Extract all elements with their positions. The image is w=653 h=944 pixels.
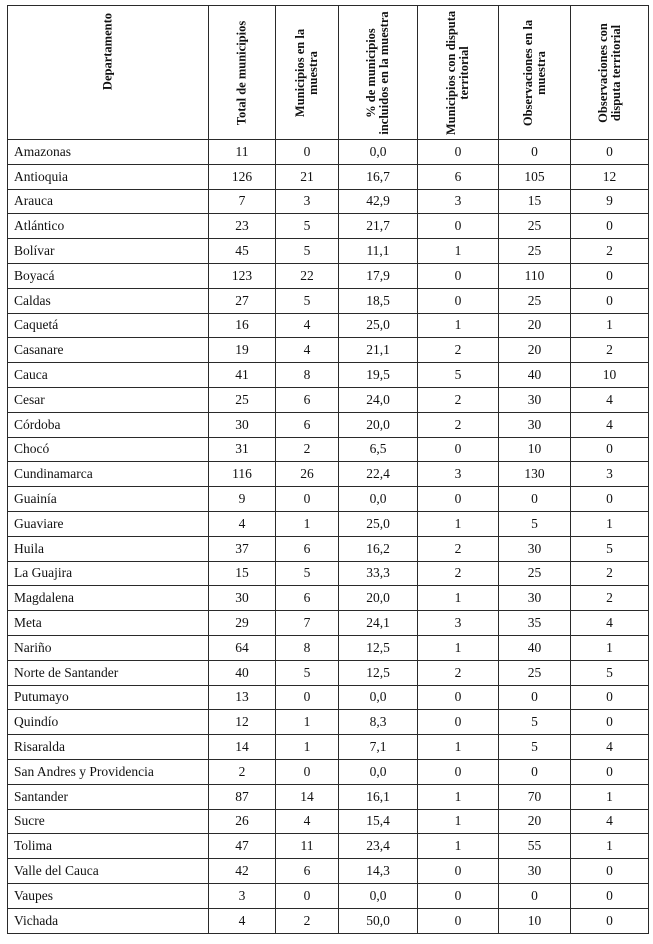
cell-porcentaje-incluidos: 0,0 — [339, 759, 418, 784]
cell-municipios-disputa: 0 — [418, 710, 499, 735]
cell-departamento: Arauca — [8, 189, 209, 214]
cell-municipios-muestra: 6 — [276, 387, 339, 412]
cell-observaciones-disputa: 0 — [571, 214, 649, 239]
table-row — [8, 710, 649, 735]
header-row — [8, 6, 649, 140]
cell-municipios-muestra: 0 — [276, 140, 339, 165]
table-row — [8, 313, 649, 338]
cell-municipios-muestra: 4 — [276, 338, 339, 363]
cell-total-municipios: 42 — [209, 859, 276, 884]
cell-municipios-disputa: 1 — [418, 511, 499, 536]
cell-departamento: Vaupes — [8, 883, 209, 908]
header-municipios-disputa: Municipios con disputa territorial — [418, 6, 499, 140]
cell-observaciones-disputa: 5 — [571, 660, 649, 685]
cell-municipios-disputa: 0 — [418, 288, 499, 313]
cell-total-municipios: 87 — [209, 784, 276, 809]
table-row — [8, 487, 649, 512]
cell-observaciones-muestra: 10 — [499, 437, 571, 462]
header-total-municipios: Total de municipios — [209, 6, 276, 140]
header-observaciones-disputa: Observaciones con disputa territorial — [571, 6, 649, 140]
cell-total-municipios: 16 — [209, 313, 276, 338]
cell-municipios-disputa: 2 — [418, 387, 499, 412]
cell-total-municipios: 41 — [209, 363, 276, 388]
cell-total-municipios: 25 — [209, 387, 276, 412]
table-row — [8, 140, 649, 165]
cell-municipios-muestra: 11 — [276, 834, 339, 859]
cell-municipios-disputa: 0 — [418, 685, 499, 710]
cell-total-municipios: 4 — [209, 908, 276, 933]
cell-departamento: Nariño — [8, 635, 209, 660]
cell-municipios-disputa: 2 — [418, 660, 499, 685]
cell-porcentaje-incluidos: 24,1 — [339, 611, 418, 636]
table-row — [8, 263, 649, 288]
cell-porcentaje-incluidos: 16,1 — [339, 784, 418, 809]
cell-observaciones-disputa: 2 — [571, 586, 649, 611]
cell-departamento: Putumayo — [8, 685, 209, 710]
cell-municipios-muestra: 6 — [276, 859, 339, 884]
cell-total-municipios: 37 — [209, 536, 276, 561]
table-row — [8, 660, 649, 685]
cell-total-municipios: 3 — [209, 883, 276, 908]
municipios-table — [7, 5, 649, 934]
cell-observaciones-muestra: 55 — [499, 834, 571, 859]
cell-municipios-muestra: 8 — [276, 635, 339, 660]
table-row — [8, 883, 649, 908]
cell-observaciones-muestra: 0 — [499, 883, 571, 908]
cell-porcentaje-incluidos: 20,0 — [339, 586, 418, 611]
cell-observaciones-muestra: 35 — [499, 611, 571, 636]
cell-observaciones-muestra: 25 — [499, 660, 571, 685]
cell-porcentaje-incluidos: 33,3 — [339, 561, 418, 586]
header-observaciones-muestra: Observaciones en la muestra — [499, 6, 571, 140]
cell-municipios-muestra: 26 — [276, 462, 339, 487]
table-row — [8, 363, 649, 388]
cell-observaciones-disputa: 0 — [571, 437, 649, 462]
cell-total-municipios: 116 — [209, 462, 276, 487]
cell-observaciones-disputa: 2 — [571, 338, 649, 363]
cell-municipios-muestra: 1 — [276, 735, 339, 760]
cell-porcentaje-incluidos: 0,0 — [339, 883, 418, 908]
cell-observaciones-muestra: 30 — [499, 387, 571, 412]
cell-observaciones-disputa: 1 — [571, 784, 649, 809]
cell-observaciones-muestra: 30 — [499, 412, 571, 437]
cell-municipios-disputa: 2 — [418, 536, 499, 561]
cell-observaciones-muestra: 5 — [499, 710, 571, 735]
cell-total-municipios: 2 — [209, 759, 276, 784]
table-row — [8, 908, 649, 933]
cell-porcentaje-incluidos: 20,0 — [339, 412, 418, 437]
table-body — [8, 140, 649, 934]
table-row — [8, 164, 649, 189]
cell-departamento: Atlántico — [8, 214, 209, 239]
cell-total-municipios: 64 — [209, 635, 276, 660]
cell-observaciones-muestra: 5 — [499, 735, 571, 760]
cell-municipios-muestra: 3 — [276, 189, 339, 214]
cell-total-municipios: 30 — [209, 586, 276, 611]
cell-porcentaje-incluidos: 21,1 — [339, 338, 418, 363]
cell-observaciones-muestra: 110 — [499, 263, 571, 288]
cell-observaciones-disputa: 1 — [571, 635, 649, 660]
cell-total-municipios: 31 — [209, 437, 276, 462]
cell-municipios-disputa: 1 — [418, 735, 499, 760]
cell-porcentaje-incluidos: 8,3 — [339, 710, 418, 735]
cell-municipios-muestra: 2 — [276, 908, 339, 933]
cell-total-municipios: 14 — [209, 735, 276, 760]
cell-municipios-disputa: 0 — [418, 759, 499, 784]
cell-departamento: Caquetá — [8, 313, 209, 338]
cell-observaciones-disputa: 0 — [571, 140, 649, 165]
cell-municipios-disputa: 0 — [418, 263, 499, 288]
cell-observaciones-disputa: 10 — [571, 363, 649, 388]
table-row — [8, 809, 649, 834]
cell-departamento: Tolima — [8, 834, 209, 859]
cell-porcentaje-incluidos: 6,5 — [339, 437, 418, 462]
table-row — [8, 784, 649, 809]
cell-observaciones-muestra: 40 — [499, 363, 571, 388]
cell-observaciones-muestra: 15 — [499, 189, 571, 214]
cell-observaciones-disputa: 4 — [571, 809, 649, 834]
cell-porcentaje-incluidos: 25,0 — [339, 313, 418, 338]
cell-observaciones-disputa: 4 — [571, 735, 649, 760]
cell-municipios-disputa: 1 — [418, 313, 499, 338]
cell-observaciones-muestra: 25 — [499, 561, 571, 586]
cell-total-municipios: 15 — [209, 561, 276, 586]
cell-total-municipios: 19 — [209, 338, 276, 363]
cell-municipios-disputa: 3 — [418, 611, 499, 636]
cell-municipios-disputa: 1 — [418, 784, 499, 809]
cell-observaciones-disputa: 0 — [571, 710, 649, 735]
cell-observaciones-disputa: 4 — [571, 412, 649, 437]
cell-departamento: Meta — [8, 611, 209, 636]
cell-porcentaje-incluidos: 24,0 — [339, 387, 418, 412]
cell-municipios-muestra: 1 — [276, 710, 339, 735]
cell-municipios-disputa: 3 — [418, 462, 499, 487]
cell-municipios-muestra: 8 — [276, 363, 339, 388]
cell-porcentaje-incluidos: 11,1 — [339, 239, 418, 264]
cell-municipios-muestra: 22 — [276, 263, 339, 288]
cell-departamento: Antioquia — [8, 164, 209, 189]
cell-observaciones-muestra: 130 — [499, 462, 571, 487]
cell-departamento: Valle del Cauca — [8, 859, 209, 884]
cell-porcentaje-incluidos: 7,1 — [339, 735, 418, 760]
cell-departamento: Huila — [8, 536, 209, 561]
header-municipios-muestra: Municipios en la muestra — [276, 6, 339, 140]
cell-observaciones-muestra: 0 — [499, 140, 571, 165]
cell-municipios-disputa: 0 — [418, 883, 499, 908]
cell-municipios-muestra: 6 — [276, 586, 339, 611]
cell-municipios-muestra: 0 — [276, 759, 339, 784]
cell-municipios-disputa: 1 — [418, 809, 499, 834]
table-row — [8, 635, 649, 660]
cell-observaciones-muestra: 20 — [499, 809, 571, 834]
cell-municipios-muestra: 6 — [276, 536, 339, 561]
cell-observaciones-disputa: 1 — [571, 313, 649, 338]
cell-porcentaje-incluidos: 0,0 — [339, 487, 418, 512]
cell-departamento: Boyacá — [8, 263, 209, 288]
cell-municipios-muestra: 21 — [276, 164, 339, 189]
cell-municipios-disputa: 0 — [418, 859, 499, 884]
cell-total-municipios: 7 — [209, 189, 276, 214]
cell-observaciones-muestra: 70 — [499, 784, 571, 809]
table-row — [8, 288, 649, 313]
header-porcentaje-incluidos: % de municipios incluidos en la muestra — [339, 6, 418, 140]
cell-observaciones-muestra: 0 — [499, 685, 571, 710]
cell-municipios-disputa: 0 — [418, 140, 499, 165]
table-row — [8, 239, 649, 264]
cell-municipios-muestra: 0 — [276, 685, 339, 710]
cell-municipios-disputa: 0 — [418, 437, 499, 462]
cell-porcentaje-incluidos: 19,5 — [339, 363, 418, 388]
cell-observaciones-disputa: 4 — [571, 387, 649, 412]
cell-municipios-muestra: 5 — [276, 660, 339, 685]
cell-porcentaje-incluidos: 18,5 — [339, 288, 418, 313]
cell-observaciones-disputa: 1 — [571, 511, 649, 536]
cell-observaciones-disputa: 0 — [571, 288, 649, 313]
cell-observaciones-muestra: 0 — [499, 487, 571, 512]
cell-municipios-muestra: 5 — [276, 239, 339, 264]
cell-observaciones-muestra: 25 — [499, 288, 571, 313]
cell-municipios-disputa: 5 — [418, 363, 499, 388]
cell-porcentaje-incluidos: 25,0 — [339, 511, 418, 536]
cell-total-municipios: 123 — [209, 263, 276, 288]
table-row — [8, 387, 649, 412]
cell-municipios-disputa: 2 — [418, 338, 499, 363]
cell-observaciones-disputa: 0 — [571, 685, 649, 710]
cell-porcentaje-incluidos: 50,0 — [339, 908, 418, 933]
cell-observaciones-disputa: 3 — [571, 462, 649, 487]
cell-departamento: Casanare — [8, 338, 209, 363]
cell-departamento: Bolívar — [8, 239, 209, 264]
cell-departamento: San Andres y Providencia — [8, 759, 209, 784]
cell-porcentaje-incluidos: 17,9 — [339, 263, 418, 288]
cell-porcentaje-incluidos: 16,2 — [339, 536, 418, 561]
table-row — [8, 511, 649, 536]
table-row — [8, 462, 649, 487]
cell-municipios-disputa: 0 — [418, 908, 499, 933]
cell-observaciones-muestra: 20 — [499, 313, 571, 338]
table-row — [8, 561, 649, 586]
cell-municipios-disputa: 2 — [418, 561, 499, 586]
cell-municipios-muestra: 1 — [276, 511, 339, 536]
cell-observaciones-muestra: 30 — [499, 859, 571, 884]
cell-observaciones-disputa: 9 — [571, 189, 649, 214]
cell-observaciones-disputa: 0 — [571, 859, 649, 884]
table-row — [8, 735, 649, 760]
cell-porcentaje-incluidos: 0,0 — [339, 140, 418, 165]
cell-departamento: Norte de Santander — [8, 660, 209, 685]
cell-total-municipios: 9 — [209, 487, 276, 512]
cell-porcentaje-incluidos: 12,5 — [339, 660, 418, 685]
cell-municipios-disputa: 0 — [418, 487, 499, 512]
cell-departamento: Guainía — [8, 487, 209, 512]
cell-municipios-muestra: 5 — [276, 288, 339, 313]
cell-porcentaje-incluidos: 14,3 — [339, 859, 418, 884]
table-row — [8, 834, 649, 859]
cell-observaciones-muestra: 5 — [499, 511, 571, 536]
cell-total-municipios: 26 — [209, 809, 276, 834]
cell-total-municipios: 126 — [209, 164, 276, 189]
cell-departamento: Sucre — [8, 809, 209, 834]
cell-total-municipios: 27 — [209, 288, 276, 313]
cell-total-municipios: 23 — [209, 214, 276, 239]
cell-total-municipios: 11 — [209, 140, 276, 165]
cell-municipios-disputa: 6 — [418, 164, 499, 189]
cell-observaciones-muestra: 30 — [499, 536, 571, 561]
cell-observaciones-muestra: 10 — [499, 908, 571, 933]
cell-observaciones-disputa: 0 — [571, 487, 649, 512]
cell-municipios-disputa: 1 — [418, 239, 499, 264]
cell-porcentaje-incluidos: 22,4 — [339, 462, 418, 487]
cell-observaciones-disputa: 1 — [571, 834, 649, 859]
cell-municipios-muestra: 5 — [276, 561, 339, 586]
cell-municipios-disputa: 1 — [418, 635, 499, 660]
cell-municipios-muestra: 7 — [276, 611, 339, 636]
table-row — [8, 536, 649, 561]
cell-departamento: Risaralda — [8, 735, 209, 760]
cell-observaciones-disputa: 0 — [571, 759, 649, 784]
table-row — [8, 189, 649, 214]
cell-porcentaje-incluidos: 21,7 — [339, 214, 418, 239]
table-row — [8, 338, 649, 363]
table-row — [8, 685, 649, 710]
cell-departamento: Guaviare — [8, 511, 209, 536]
cell-departamento: Cundinamarca — [8, 462, 209, 487]
cell-municipios-muestra: 5 — [276, 214, 339, 239]
cell-total-municipios: 40 — [209, 660, 276, 685]
cell-departamento: Magdalena — [8, 586, 209, 611]
cell-observaciones-disputa: 12 — [571, 164, 649, 189]
cell-observaciones-muestra: 105 — [499, 164, 571, 189]
cell-observaciones-disputa: 2 — [571, 239, 649, 264]
cell-total-municipios: 4 — [209, 511, 276, 536]
cell-observaciones-muestra: 20 — [499, 338, 571, 363]
cell-observaciones-muestra: 25 — [499, 239, 571, 264]
cell-total-municipios: 29 — [209, 611, 276, 636]
cell-departamento: Vichada — [8, 908, 209, 933]
cell-porcentaje-incluidos: 0,0 — [339, 685, 418, 710]
cell-observaciones-muestra: 30 — [499, 586, 571, 611]
cell-porcentaje-incluidos: 16,7 — [339, 164, 418, 189]
table-row — [8, 611, 649, 636]
cell-observaciones-disputa: 0 — [571, 908, 649, 933]
cell-porcentaje-incluidos: 42,9 — [339, 189, 418, 214]
cell-municipios-muestra: 2 — [276, 437, 339, 462]
cell-departamento: La Guajira — [8, 561, 209, 586]
cell-observaciones-disputa: 0 — [571, 263, 649, 288]
cell-observaciones-disputa: 0 — [571, 883, 649, 908]
cell-porcentaje-incluidos: 15,4 — [339, 809, 418, 834]
cell-observaciones-muestra: 25 — [499, 214, 571, 239]
table-row — [8, 759, 649, 784]
cell-departamento: Córdoba — [8, 412, 209, 437]
header-departamento: Departamento — [8, 6, 209, 140]
cell-observaciones-muestra: 40 — [499, 635, 571, 660]
table-row — [8, 214, 649, 239]
cell-observaciones-disputa: 5 — [571, 536, 649, 561]
cell-municipios-disputa: 0 — [418, 214, 499, 239]
table-row — [8, 586, 649, 611]
cell-porcentaje-incluidos: 23,4 — [339, 834, 418, 859]
cell-municipios-disputa: 3 — [418, 189, 499, 214]
cell-departamento: Chocó — [8, 437, 209, 462]
cell-municipios-disputa: 1 — [418, 834, 499, 859]
cell-total-municipios: 47 — [209, 834, 276, 859]
cell-total-municipios: 13 — [209, 685, 276, 710]
cell-municipios-disputa: 2 — [418, 412, 499, 437]
cell-municipios-muestra: 4 — [276, 313, 339, 338]
cell-total-municipios: 12 — [209, 710, 276, 735]
cell-departamento: Cauca — [8, 363, 209, 388]
cell-departamento: Cesar — [8, 387, 209, 412]
cell-departamento: Caldas — [8, 288, 209, 313]
cell-observaciones-disputa: 4 — [571, 611, 649, 636]
cell-municipios-muestra: 0 — [276, 487, 339, 512]
cell-municipios-disputa: 1 — [418, 586, 499, 611]
cell-departamento: Santander — [8, 784, 209, 809]
cell-observaciones-muestra: 0 — [499, 759, 571, 784]
cell-municipios-muestra: 14 — [276, 784, 339, 809]
table-row — [8, 437, 649, 462]
cell-municipios-muestra: 0 — [276, 883, 339, 908]
table-row — [8, 412, 649, 437]
cell-observaciones-disputa: 2 — [571, 561, 649, 586]
cell-departamento: Amazonas — [8, 140, 209, 165]
cell-porcentaje-incluidos: 12,5 — [339, 635, 418, 660]
cell-total-municipios: 45 — [209, 239, 276, 264]
cell-departamento: Quindío — [8, 710, 209, 735]
cell-municipios-muestra: 6 — [276, 412, 339, 437]
cell-municipios-muestra: 4 — [276, 809, 339, 834]
cell-total-municipios: 30 — [209, 412, 276, 437]
table-row — [8, 859, 649, 884]
